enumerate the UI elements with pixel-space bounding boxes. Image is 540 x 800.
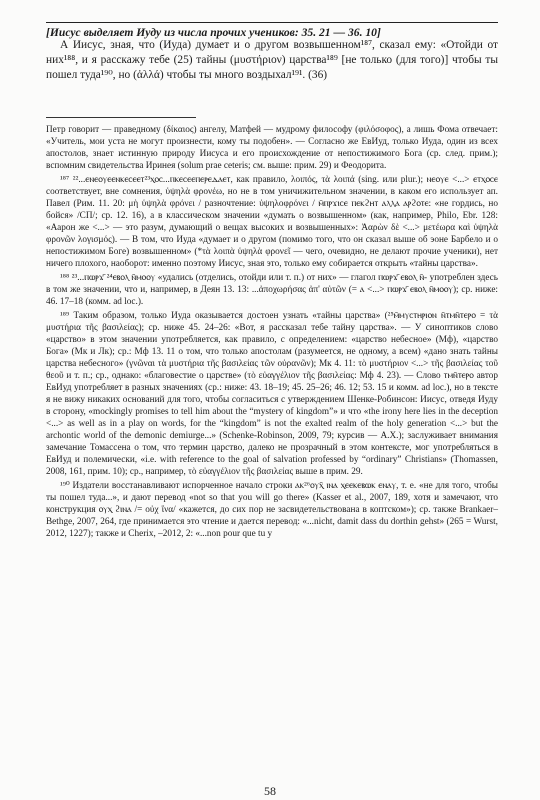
footnote-190: ¹⁹⁰ Издатели восстанавливают испорченное начало строки ⲁⲕ²⁶ⲟⲩⲭ̄ ⲓⲛⲁ ⲭⲉⲉⲕⲉⲃⲱⲕ ⲉⲛⲁⲩ, т. е. «не для того, чтобы ты пошел туда...», и дают перевод «not so that you will go there» (Kasser et al., 2007, 189, хотя и замечают, что конструкция ⲟⲩⲭ ϩⲓⲛⲁ /= οὐχ ἵνα/ «кажется, до сих пор не засвидетельствована в коптском»); ср. также Brankaer–Bethge, 2007, 264, где принимается это чтение и дается перевод: «...nicht, damit dass du dorthin gehst» (265 = Wurst, 2012, 1227); также и Cherix, –2012, 2: «...non pour que tu y (46, 481, 498, 539)
section-heading: [Иисус выделяет Иуду из числа прочих учеников: 35. 21 — 36. 10] (46, 22, 498, 39)
footnote-187: ¹⁸⁷ ²²...ⲉⲛⲉⲟⲩⲉⲉⲛⲕⲉⲥⲉⲉⲧ²³ⲭⲟⲥ...ⲡⲕⲉⲥⲉⲉⲡⲉⲣⲉⲇⲁⲉⲧ, как правило, λοιπός, τὰ λοιπά (sing. или plur.); ⲛⲉⲟⲩⲉ <...> ⲉⲧⲭⲟⲥⲉ соответствует, вне сомнения, ὑψηλὰ φρονέω, но не в том уничижительном значении, в каком его использует ап. Павел (Рим. 11. 20: μὴ ὑψηλὰ φρόνει / разночтение: ὑψηλοφρόνει / ⲙ̄ⲡⲣϫⲓⲥⲉ ⲡⲉⲕϩⲏⲧ ⲁⲗⲗⲁ ⲁⲣϩⲟⲧⲉ: «не гордись, но бойся» /СП/; ср. 12. 16), а в классическом значении «думать о возвышенном» (как, например, Philo, Ebr. 128: «Аарон же <...> — это разум, думающий о вещах высоких и возвышенных»: Ἀαρὼν δὲ <...> μετέωρα καὶ ὑψηλὰ φρονῶν λογισμός). — В том, что Иуда «думает и о другом (помимо того, что он сказал выше об эоне Барбело и о непостижимом Боге) возвышенном» (*τὰ λοιπὰ ὑψηλὰ φρονεῖ — чего, очевидно, не делают прочие ученики), нет ничего плохого, наоборот: именно поэтому Иисус, зная это, только ему собирается открыть «тайны царства». (46, 175, 498, 269)
footnote-continuation: Петр говорит — праведному (δίκαιος) ангелу, Матфей — мудрому философу (φιλόσοφος), а лишь Фома отвечает: «Учитель, мои уста не могут произнести, кому ты подобен». — Согласно же ЕвИуд, только Иуда, один из всех апостолов, знает истинную природу Иисуса и его происхождение от непостижимого Бога (ср. след. прим.); вспомним свидетельства Иринея (solum prae ceteris; см. выше: прим. 29) и Феодорита. (46, 125, 498, 171)
footnote-188: ¹⁸⁸ ²³...ⲡⲱⲣϫ̄ ²⁴ⲉⲃⲟⲗ ⲛ̄ⲙⲟⲟⲩ «удались (отделись, отойди или т. п.) от них» — глагол ⲡⲱⲣϫ̄ ⲉⲃⲟⲗ ⲛ̄- употреблен здесь в том же значении, что и, например, в Деян 13. 13: ...ἀποχωρήσας ἀπ' αὐτῶν (= ⲁ <...> ⲡⲱⲣϫ̄ ⲉⲃⲟⲗ ⲛ̄ⲙⲟⲟⲩ); ср. ниже: 46. 17–18 (комм. ad loc.). (46, 273, 498, 307)
page-number: 58 (264, 784, 276, 798)
footnote-189: ¹⁸⁹ Таким образом, только Иуда оказывается достоен узнать «тайны царства» (²⁵ⲙ̄ⲙⲩⲥⲧⲏⲣⲓⲟⲛ ⲛ̄ⲧⲙⲛ̄ⲧⲉⲣⲟ = τὰ μυστήρια τῆς βασιλείας); ср. ниже 45. 24–26: «Вот, я рассказал тебе тайну царства». — У синоптиков слово «царство» в этом значении употребляется, как правило, с определением: «царство небесное» (Мф), «царство Бога» (Мк и Лк); ср.: Мф 13. 11 о том, что только апостолам (разумеется, не одному, а всем) «дано знать тайны царства небесного» (γνῶναι τὰ μυστήρια τῆς βασιλείας τῶν οὐρανῶν); Мк 4. 11: τὸ μυστήριον <...> τῆς βασιλείας τοῦ θεοῦ и т. п.; ср., однако: «благовестие о царстве» (τὸ εὐαγγέλιον τῆς βασιλείας: Мф 4. 23). — Слово ⲧⲙⲛ̄ⲧⲉⲣⲟ автор ЕвИуд употребляет в разных значениях (ср.: ниже: 43. 18–19; 45. 25–26; 46. 12; 53. 15 и комм. ad loc.), но в тексте я не вижу никаких оснований для того, чтобы согласиться с утверждением Шенке-Робинсон: Иисус, отведя Иуду в сторону, «mockingly promises to tell him about the “mystery of kingdom”» и что «the irony here lies in the deception <...> as well as in a play on words, for the “kingdom” is not the exalted realm of the holy generation <...> but the archontic world of the demonic demiurge...» (Schenke-Robinson, 2009, 79; курсив — А.Х.); заслуживает внимания замечание Томассена о том, что термин царство, далеко не прозрачный в этом контексте, мог употребляться в ЕвИуд и полемически, «i.e. with reference to the goal of salvation professed by “ordinary” Christians» (Thomassen, 2008, 161, прим. 10); ср., например, τὸ εὐαγγέλιον τῆς βασιλείας выше в прим. 29. (46, 311, 498, 477)
footnotes (46, 124, 498, 542)
footnote-divider (46, 117, 196, 118)
main-text: А Иисус, зная, что (Иуда) думает и о другом возвышенном¹⁸⁷, сказал ему: «Отойди от них¹⁸⁸, и я расскажу тебе (25) тайны (μυστήριον) царства¹⁸⁹ [не только (для того)] чтобы ты пошел туда¹⁹⁰, но (ἀλλά) чтобы ты много воздыхал¹⁹¹. (36) (46, 39, 498, 82)
